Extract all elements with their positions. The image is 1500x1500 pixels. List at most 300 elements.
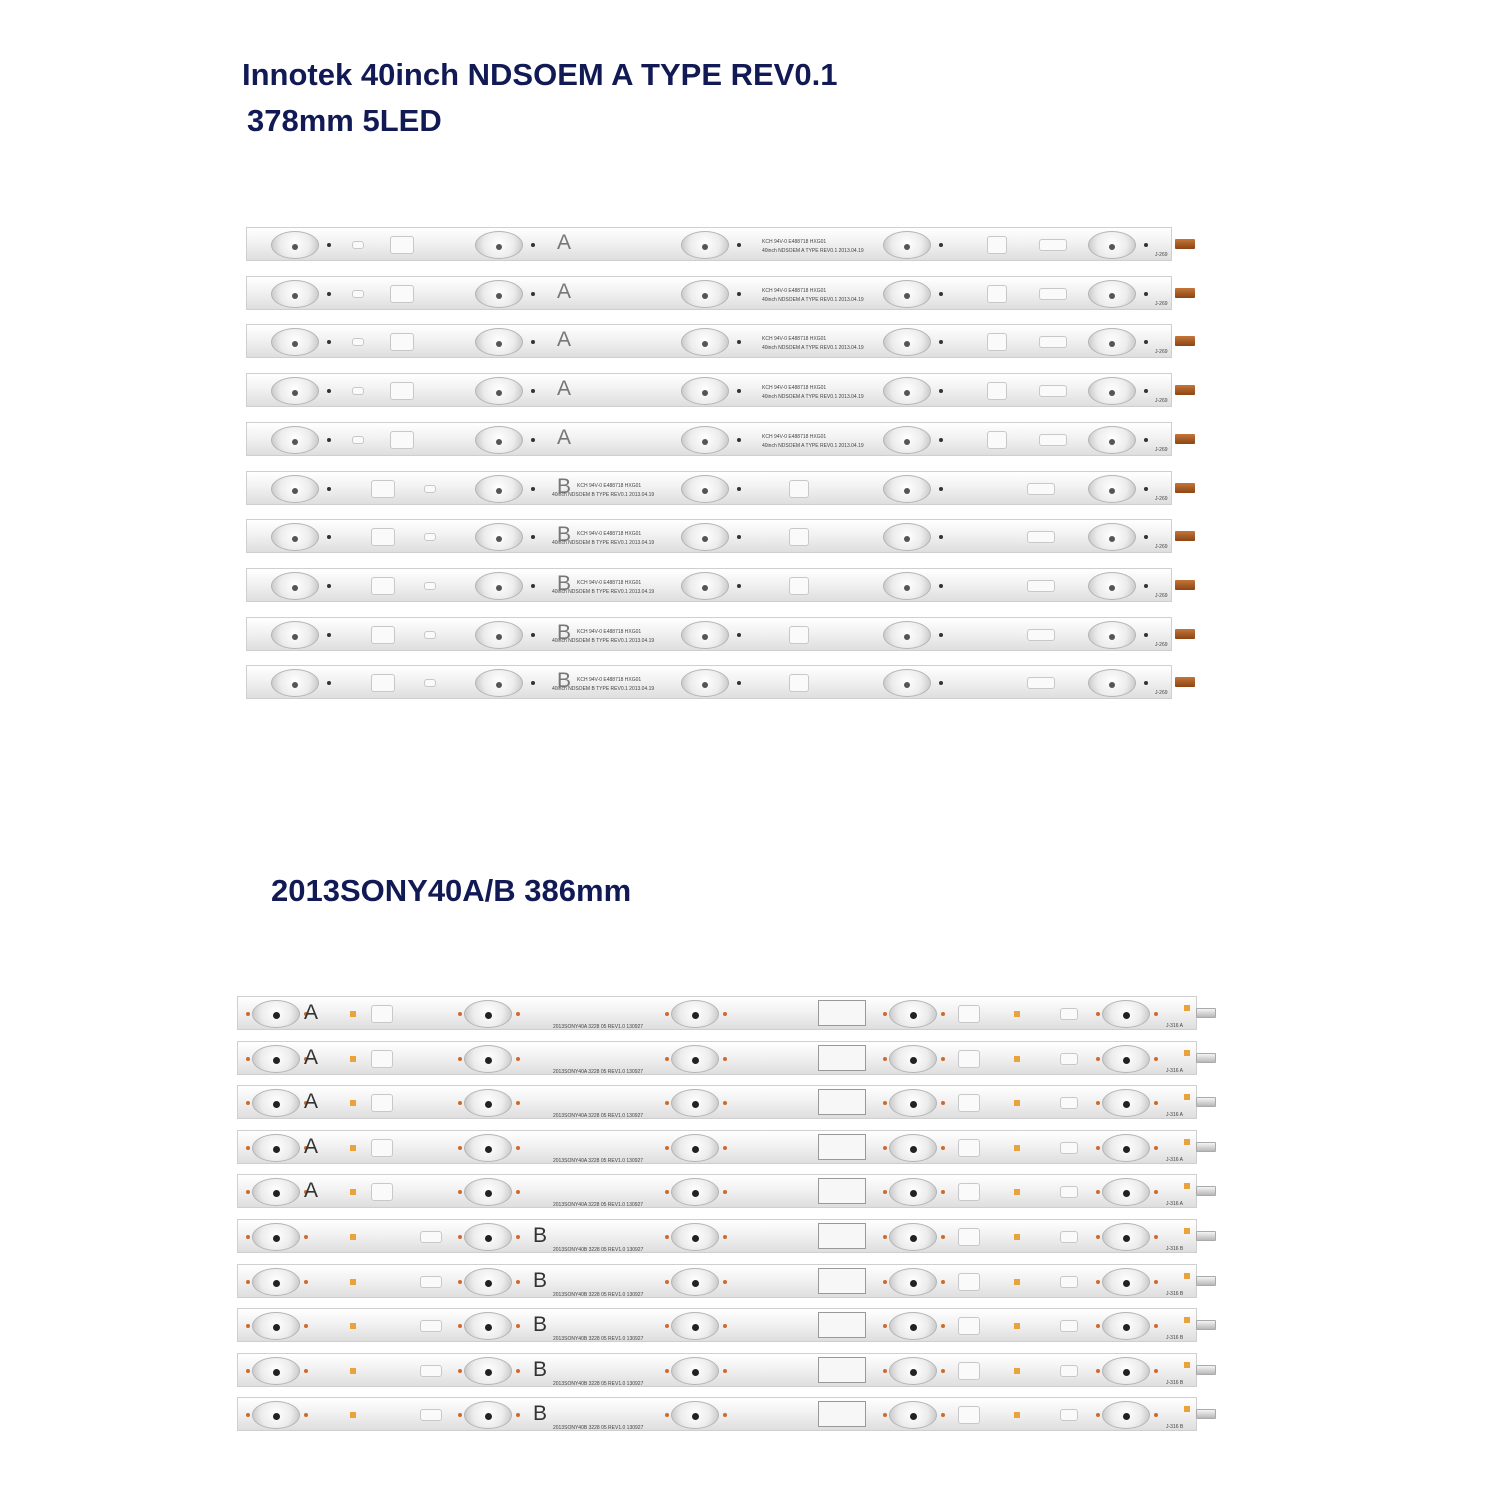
led-chip-dot — [485, 1057, 492, 1064]
led-chip-dot — [485, 1369, 492, 1376]
solder-dot — [883, 1413, 887, 1417]
connector-pins — [1196, 1008, 1216, 1018]
solder-dot — [531, 633, 535, 637]
led-lens — [464, 1401, 512, 1429]
led-lens — [889, 1045, 937, 1073]
mounting-hole — [352, 338, 364, 346]
led-strip — [237, 1397, 1197, 1431]
led-chip-dot — [292, 682, 298, 688]
led-lens — [271, 377, 319, 405]
led-chip-dot — [1109, 536, 1115, 542]
led-lens — [1088, 669, 1136, 697]
led-lens — [681, 231, 729, 259]
led-chip-dot — [910, 1280, 917, 1287]
strip-print-line2: 40inch NDSOEM A TYPE REV0.1 2013.04.19 — [762, 248, 864, 254]
solder-dot — [723, 1413, 727, 1417]
led-lens — [252, 1268, 300, 1296]
connector-pins — [1175, 434, 1195, 444]
solder-dot — [1154, 1235, 1158, 1239]
mounting-hole — [424, 631, 436, 639]
strip-type-letter: B — [557, 669, 572, 693]
mounting-hole — [371, 626, 395, 644]
connector-pins — [1175, 580, 1195, 590]
top-title-line2: 378mm 5LED — [247, 103, 442, 138]
solder-dot — [1154, 1413, 1158, 1417]
solder-dot — [665, 1324, 669, 1328]
strip-type-letter: B — [533, 1224, 548, 1247]
led-chip-dot — [273, 1413, 280, 1420]
strip-print-line1: KCH 94V-0 E488718 HXG01 — [762, 239, 827, 245]
barcode-label — [818, 1401, 866, 1427]
led-chip-dot — [692, 1190, 699, 1197]
led-chip-dot — [692, 1146, 699, 1153]
mounting-hole — [1039, 385, 1067, 397]
solder-dot — [737, 243, 741, 247]
solder-pad — [1184, 1273, 1190, 1279]
mounting-hole — [1039, 239, 1067, 251]
solder-dot — [458, 1012, 462, 1016]
solder-dot — [516, 1324, 520, 1328]
led-chip-dot — [702, 244, 708, 250]
strip-type-letter: A — [557, 279, 572, 303]
solder-dot — [941, 1413, 945, 1417]
led-chip-dot — [1109, 390, 1115, 396]
solder-dot — [883, 1146, 887, 1150]
strip-type-letter: B — [533, 1268, 548, 1292]
solder-dot — [304, 1369, 308, 1373]
led-chip-dot — [292, 634, 298, 640]
solder-dot — [1096, 1101, 1100, 1105]
solder-dot — [531, 487, 535, 491]
mounting-hole — [1027, 531, 1055, 543]
led-chip-dot — [496, 244, 502, 250]
strip-type-letter: B — [557, 620, 572, 644]
led-chip-dot — [1109, 439, 1115, 445]
strip-print-text: 2013SONY40B 3228 05 REV1.0 130927 — [553, 1291, 644, 1298]
connector-pins — [1196, 1276, 1216, 1286]
solder-dot — [458, 1369, 462, 1373]
solder-dot — [458, 1413, 462, 1417]
led-chip-dot — [1123, 1413, 1130, 1420]
strip-print-line1: KCH 94V-0 E488718 HXG01 — [577, 677, 642, 684]
connector-pins — [1175, 483, 1195, 493]
led-chip-dot — [910, 1101, 917, 1108]
strip-print-line2: 40inch NDSOEM B TYPE REV0.1 2013.04.19 — [552, 637, 655, 644]
led-lens — [671, 1000, 719, 1028]
led-lens — [271, 328, 319, 356]
solder-dot — [1144, 633, 1148, 637]
mounting-hole — [987, 382, 1007, 400]
strip-print-text: 2013SONY40B 3228 05 REV1.0 130927 — [553, 1247, 644, 1253]
strip-print-text: 2013SONY40B 3228 05 REV1.0 130927 — [553, 1425, 644, 1432]
led-chip-dot — [273, 1369, 280, 1376]
led-chip-dot — [485, 1235, 492, 1242]
led-lens — [1102, 1089, 1150, 1117]
led-lens — [475, 475, 523, 503]
strip-print-text: 2013SONY40B 3228 05 REV1.0 130927 — [553, 1336, 644, 1343]
solder-dot — [939, 438, 943, 442]
strip-connector-code: J-269 — [1155, 641, 1168, 648]
strip-connector-code: J-269 — [1155, 398, 1168, 405]
strip-print-line1: KCH 94V-0 E488718 HXG01 — [577, 579, 642, 586]
solder-dot — [1096, 1012, 1100, 1016]
solder-dot — [737, 633, 741, 637]
led-chip-dot — [496, 293, 502, 299]
solder-dot — [531, 243, 535, 247]
solder-pad — [1014, 1011, 1020, 1017]
mounting-hole — [390, 431, 414, 449]
led-chip-dot — [904, 390, 910, 396]
connector-pins — [1175, 629, 1195, 639]
connector-pins — [1196, 1320, 1216, 1330]
mounting-hole — [1027, 677, 1055, 689]
led-lens — [475, 572, 523, 600]
solder-dot — [327, 584, 331, 588]
solder-dot — [1154, 1101, 1158, 1105]
barcode-label — [818, 1000, 866, 1026]
strip-print-line1: KCH 94V-0 E488718 HXG01 — [762, 287, 827, 294]
solder-dot — [246, 1057, 250, 1061]
led-chip-dot — [485, 1146, 492, 1153]
mounting-hole — [958, 1406, 980, 1424]
led-chip-dot — [292, 341, 298, 347]
solder-dot — [883, 1369, 887, 1373]
solder-dot — [883, 1057, 887, 1061]
mounting-hole — [424, 679, 436, 687]
mounting-hole — [958, 1273, 980, 1291]
strip-type-letter: A — [304, 1134, 319, 1158]
solder-dot — [723, 1280, 727, 1284]
connector-pins — [1196, 1186, 1216, 1196]
solder-dot — [1144, 340, 1148, 344]
strip-connector-code: J-316 B — [1166, 1335, 1184, 1342]
led-lens — [883, 231, 931, 259]
strip-connector-code: J-269 — [1155, 544, 1168, 551]
strip-connector-code: J-316 B — [1166, 1424, 1184, 1431]
solder-dot — [737, 340, 741, 344]
mounting-hole — [1060, 1097, 1078, 1109]
solder-pad — [1184, 1362, 1190, 1368]
solder-dot — [516, 1012, 520, 1016]
led-strip — [246, 568, 1172, 602]
strip-connector-code: J-269 — [1155, 495, 1168, 502]
solder-dot — [304, 1235, 308, 1239]
mounting-hole — [390, 236, 414, 254]
led-lens — [1088, 572, 1136, 600]
solder-dot — [665, 1413, 669, 1417]
solder-dot — [458, 1324, 462, 1328]
barcode-label — [818, 1312, 866, 1338]
led-chip-dot — [904, 439, 910, 445]
mounting-hole — [420, 1320, 442, 1332]
led-chip-dot — [692, 1369, 699, 1376]
solder-dot — [665, 1190, 669, 1194]
solder-dot — [327, 535, 331, 539]
mounting-hole — [1039, 336, 1067, 348]
led-chip-dot — [485, 1280, 492, 1287]
solder-dot — [939, 389, 943, 393]
solder-dot — [458, 1146, 462, 1150]
led-strip — [246, 324, 1172, 358]
strip-type-letter: A — [304, 1001, 319, 1024]
solder-dot — [327, 243, 331, 247]
solder-dot — [327, 681, 331, 685]
solder-pad — [350, 1145, 356, 1151]
led-lens — [889, 1000, 937, 1028]
solder-dot — [941, 1235, 945, 1239]
led-chip-dot — [702, 682, 708, 688]
led-strip — [246, 471, 1172, 505]
solder-dot — [941, 1190, 945, 1194]
mounting-hole — [424, 485, 436, 493]
led-lens — [1088, 523, 1136, 551]
connector-pins — [1175, 677, 1195, 687]
mounting-hole — [789, 626, 809, 644]
led-lens — [1102, 1401, 1150, 1429]
strip-connector-code: J-269 — [1155, 446, 1168, 453]
mounting-hole — [1060, 1276, 1078, 1288]
mounting-hole — [390, 333, 414, 351]
mounting-hole — [371, 1183, 393, 1201]
solder-dot — [246, 1280, 250, 1284]
solder-dot — [531, 681, 535, 685]
solder-dot — [327, 340, 331, 344]
solder-dot — [665, 1146, 669, 1150]
mounting-hole — [352, 387, 364, 395]
led-lens — [271, 280, 319, 308]
solder-dot — [1154, 1057, 1158, 1061]
mounting-hole — [352, 241, 364, 249]
led-lens — [883, 426, 931, 454]
led-chip-dot — [910, 1190, 917, 1197]
top-title-line1: Innotek 40inch NDSOEM A TYPE REV0.1 — [242, 57, 838, 92]
mounting-hole — [371, 480, 395, 498]
mounting-hole — [371, 1094, 393, 1112]
strip-print-line2: 40inch NDSOEM A TYPE REV0.1 2013.04.19 — [762, 345, 864, 352]
solder-pad — [350, 1323, 356, 1329]
led-lens — [271, 572, 319, 600]
solder-dot — [327, 633, 331, 637]
led-chip-dot — [904, 293, 910, 299]
led-chip-dot — [702, 293, 708, 299]
strip-connector-code: J-269 — [1155, 252, 1168, 258]
led-lens — [271, 621, 319, 649]
strip-connector-code: J-316 A — [1166, 1067, 1183, 1074]
led-lens — [681, 328, 729, 356]
led-chip-dot — [1123, 1146, 1130, 1153]
solder-dot — [665, 1235, 669, 1239]
led-lens — [252, 1312, 300, 1340]
led-lens — [475, 426, 523, 454]
led-lens — [1102, 1178, 1150, 1206]
led-chip-dot — [910, 1146, 917, 1153]
led-lens — [681, 426, 729, 454]
solder-dot — [531, 535, 535, 539]
led-lens — [889, 1223, 937, 1251]
strip-print-line2: 40inch NDSOEM A TYPE REV0.1 2013.04.19 — [762, 394, 864, 401]
led-chip-dot — [904, 585, 910, 591]
led-lens — [252, 1045, 300, 1073]
barcode-label — [818, 1357, 866, 1383]
solder-dot — [737, 487, 741, 491]
solder-dot — [941, 1280, 945, 1284]
led-strip — [237, 1353, 1197, 1387]
led-lens — [464, 1000, 512, 1028]
led-chip-dot — [1109, 244, 1115, 250]
solder-dot — [939, 487, 943, 491]
solder-pad — [1184, 1094, 1190, 1100]
mounting-hole — [789, 577, 809, 595]
led-lens — [1088, 280, 1136, 308]
strip-print-line1: KCH 94V-0 E488718 HXG01 — [762, 336, 827, 343]
mounting-hole — [1060, 1320, 1078, 1332]
mounting-hole — [371, 1050, 393, 1068]
connector-pins — [1196, 1142, 1216, 1152]
solder-dot — [737, 389, 741, 393]
led-lens — [271, 426, 319, 454]
led-chip-dot — [1123, 1280, 1130, 1287]
solder-dot — [1154, 1280, 1158, 1284]
led-chip-dot — [692, 1413, 699, 1420]
led-strip — [246, 276, 1172, 310]
led-lens — [889, 1401, 937, 1429]
led-lens — [475, 621, 523, 649]
mounting-hole — [1039, 434, 1067, 446]
mounting-hole — [987, 285, 1007, 303]
solder-pad — [350, 1234, 356, 1240]
solder-dot — [1096, 1190, 1100, 1194]
solder-dot — [1154, 1324, 1158, 1328]
mounting-hole — [352, 290, 364, 298]
mounting-hole — [390, 285, 414, 303]
led-chip-dot — [1123, 1101, 1130, 1108]
led-lens — [252, 1089, 300, 1117]
solder-pad — [1014, 1234, 1020, 1240]
led-lens — [475, 328, 523, 356]
strip-type-letter: B — [533, 1357, 548, 1381]
connector-pins — [1175, 385, 1195, 395]
strip-type-letter: A — [557, 231, 572, 254]
barcode-label — [818, 1134, 866, 1160]
led-chip-dot — [702, 390, 708, 396]
led-lens — [883, 621, 931, 649]
led-chip-dot — [292, 244, 298, 250]
led-lens — [889, 1312, 937, 1340]
led-chip-dot — [692, 1235, 699, 1242]
led-chip-dot — [485, 1190, 492, 1197]
led-chip-dot — [692, 1324, 699, 1331]
solder-dot — [723, 1101, 727, 1105]
mounting-hole — [958, 1139, 980, 1157]
solder-dot — [516, 1057, 520, 1061]
led-lens — [252, 1223, 300, 1251]
led-lens — [252, 1401, 300, 1429]
led-lens — [671, 1401, 719, 1429]
led-chip-dot — [1123, 1235, 1130, 1242]
solder-dot — [723, 1146, 727, 1150]
solder-dot — [665, 1280, 669, 1284]
led-lens — [271, 231, 319, 259]
solder-pad — [350, 1279, 356, 1285]
strip-type-letter: A — [304, 1090, 319, 1114]
led-lens — [475, 669, 523, 697]
led-lens — [681, 377, 729, 405]
led-lens — [1102, 1312, 1150, 1340]
solder-dot — [1144, 389, 1148, 393]
led-lens — [883, 572, 931, 600]
solder-pad — [1184, 1050, 1190, 1056]
led-chip-dot — [702, 439, 708, 445]
led-lens — [1088, 328, 1136, 356]
led-strip — [237, 1174, 1197, 1208]
strip-type-letter: A — [304, 1179, 319, 1203]
solder-dot — [883, 1235, 887, 1239]
led-chip-dot — [485, 1101, 492, 1108]
led-lens — [883, 377, 931, 405]
solder-dot — [458, 1235, 462, 1239]
solder-dot — [883, 1280, 887, 1284]
led-lens — [252, 1178, 300, 1206]
led-lens — [252, 1357, 300, 1385]
led-lens — [883, 669, 931, 697]
led-lens — [889, 1268, 937, 1296]
solder-dot — [1154, 1146, 1158, 1150]
solder-dot — [516, 1235, 520, 1239]
led-lens — [475, 231, 523, 259]
led-lens — [464, 1357, 512, 1385]
led-chip-dot — [910, 1235, 917, 1242]
solder-dot — [1096, 1235, 1100, 1239]
solder-dot — [883, 1101, 887, 1105]
led-chip-dot — [292, 585, 298, 591]
led-lens — [671, 1134, 719, 1162]
strip-type-letter: A — [557, 328, 572, 352]
led-chip-dot — [904, 244, 910, 250]
led-chip-dot — [485, 1324, 492, 1331]
led-lens — [883, 523, 931, 551]
led-chip-dot — [910, 1012, 917, 1019]
solder-dot — [246, 1012, 250, 1016]
led-lens — [464, 1089, 512, 1117]
strip-type-letter: B — [533, 1313, 548, 1337]
led-chip-dot — [496, 439, 502, 445]
led-lens — [681, 669, 729, 697]
led-lens — [475, 377, 523, 405]
strip-connector-code: J-269 — [1155, 300, 1168, 307]
led-chip-dot — [702, 488, 708, 494]
led-lens — [1088, 426, 1136, 454]
solder-dot — [516, 1146, 520, 1150]
led-chip-dot — [910, 1324, 917, 1331]
solder-dot — [246, 1101, 250, 1105]
solder-dot — [531, 292, 535, 296]
solder-dot — [1144, 584, 1148, 588]
solder-dot — [1144, 243, 1148, 247]
solder-dot — [327, 487, 331, 491]
barcode-label — [818, 1089, 866, 1115]
mounting-hole — [1027, 629, 1055, 641]
mounting-hole — [420, 1276, 442, 1288]
solder-pad — [350, 1189, 356, 1195]
mounting-hole — [958, 1362, 980, 1380]
led-lens — [681, 621, 729, 649]
led-chip-dot — [496, 390, 502, 396]
strip-connector-code: J-316 A — [1166, 1201, 1183, 1208]
solder-dot — [939, 633, 943, 637]
led-lens — [681, 280, 729, 308]
mounting-hole — [1027, 483, 1055, 495]
led-lens — [464, 1134, 512, 1162]
